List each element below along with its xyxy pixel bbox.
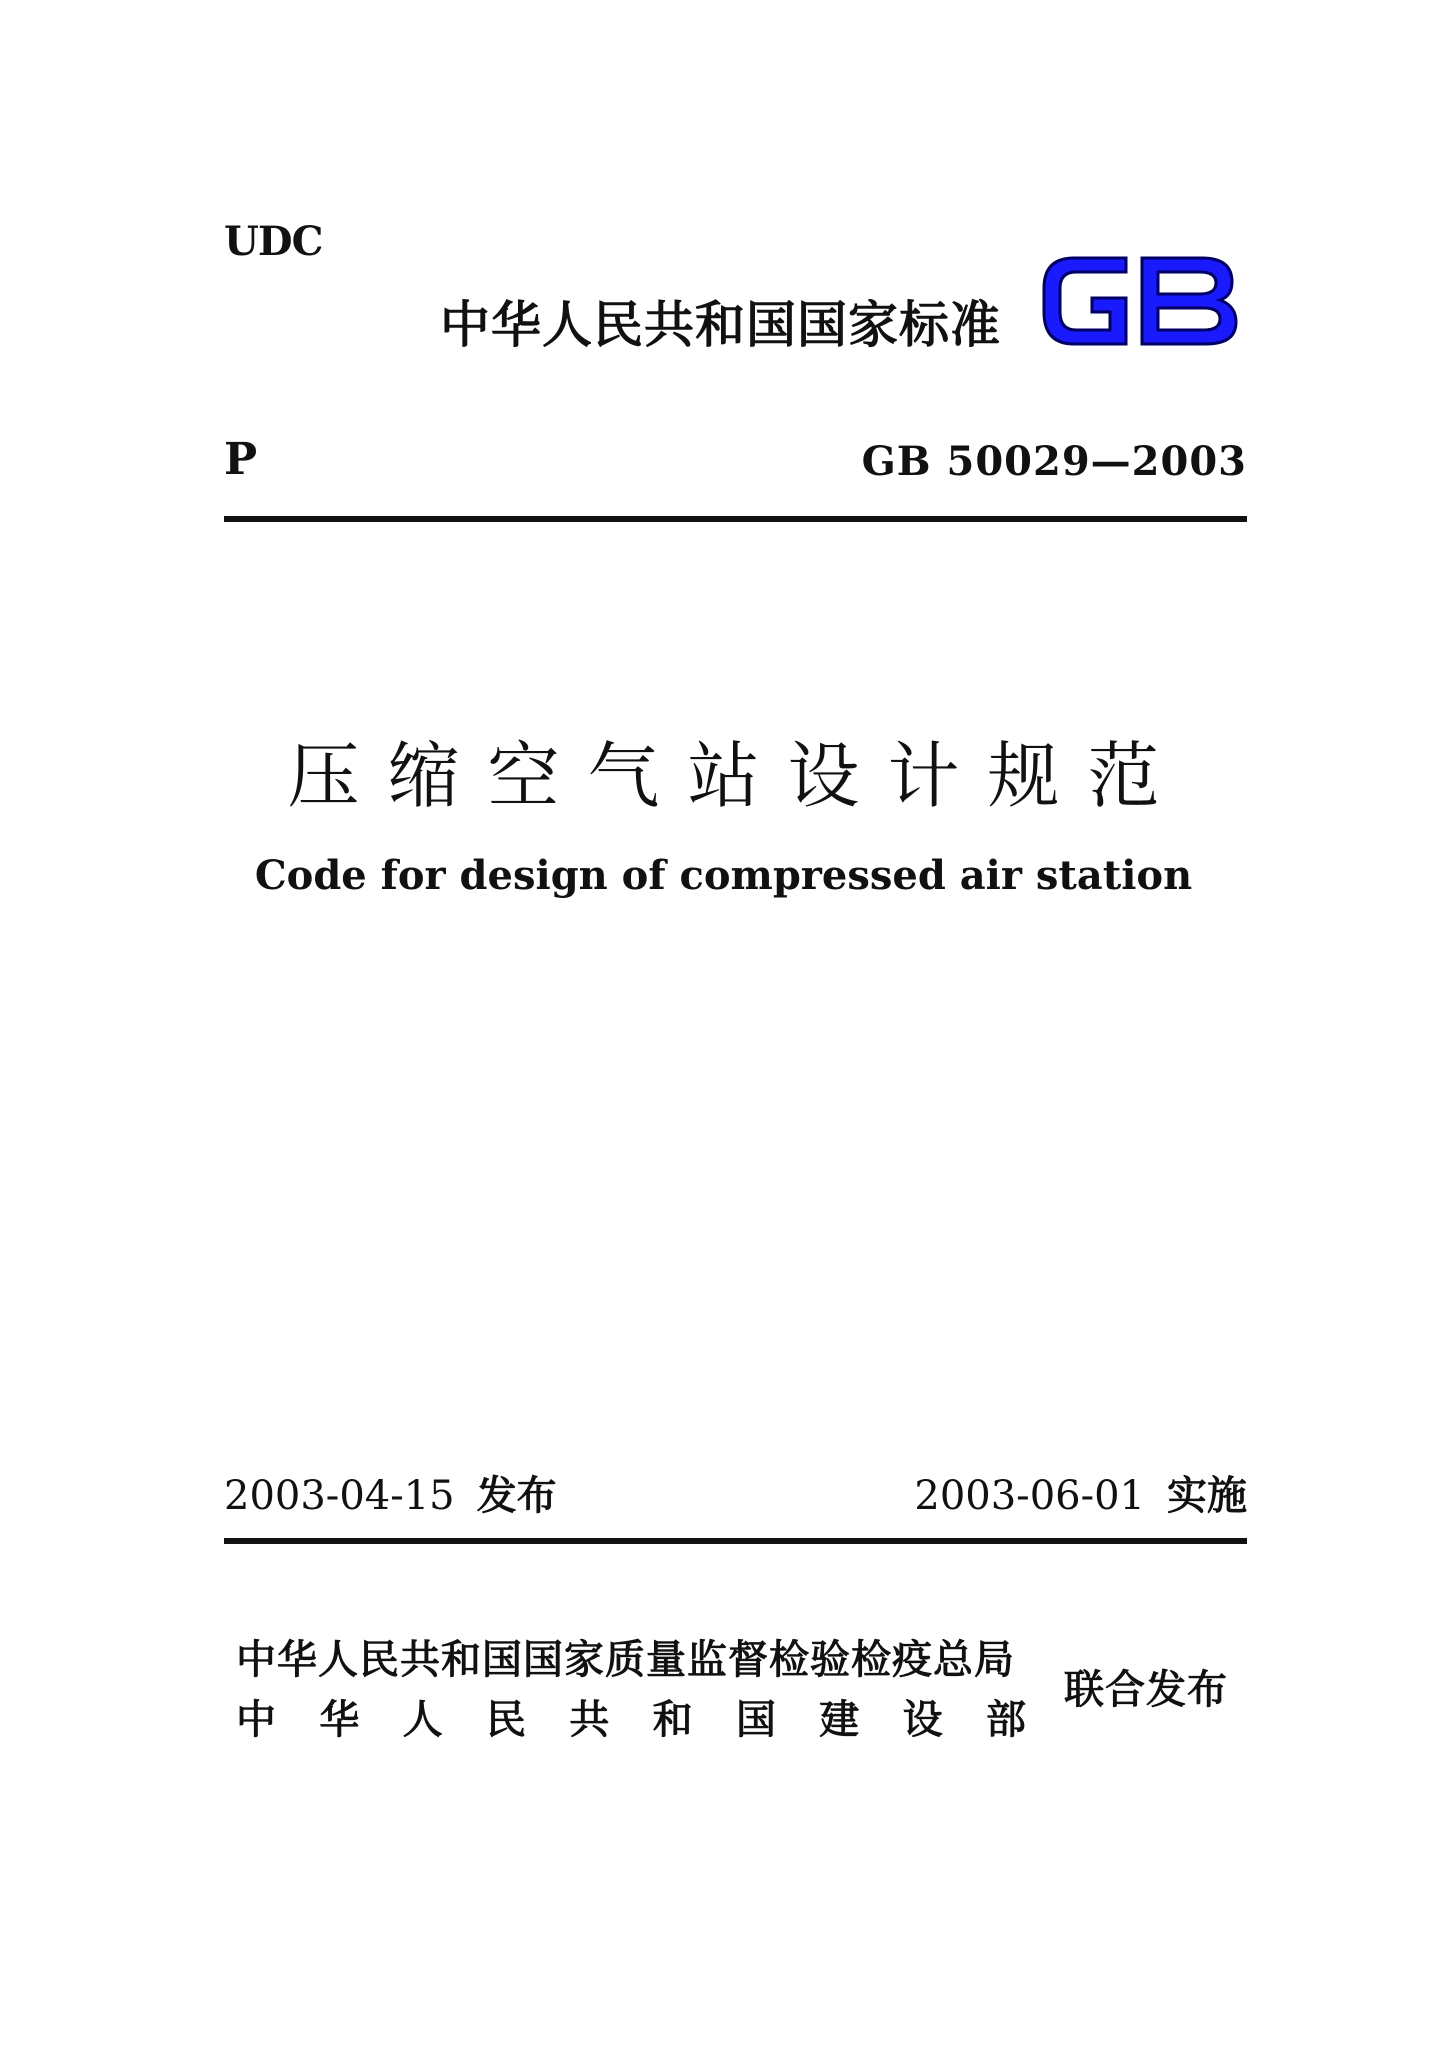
- publisher-char: 国: [735, 1697, 776, 1743]
- gb-logo-letter-b: [1142, 258, 1236, 344]
- implement-label: 实施: [1167, 1473, 1247, 1519]
- publisher-char: 中: [236, 1697, 276, 1743]
- joint-publish-label: 联合发布: [1064, 1667, 1228, 1713]
- issue-date-line: [224, 1464, 557, 1521]
- publisher-char: 民: [485, 1697, 526, 1743]
- publisher-aqsiq: 中华人民共和国国家质量监督检验检疫总局: [236, 1637, 1015, 1683]
- top-divider: [224, 516, 1247, 522]
- publisher-char: 华: [319, 1697, 360, 1743]
- classification-code: P: [224, 434, 258, 485]
- publisher-char: 部: [985, 1697, 1026, 1743]
- bottom-divider: [224, 1538, 1247, 1544]
- gb-logo-letter-g: [1044, 258, 1126, 344]
- publisher-char: 设: [902, 1697, 943, 1743]
- publisher-char: 建: [819, 1697, 860, 1743]
- gb-logo: [1034, 240, 1244, 360]
- national-standard-label: 中华人民共和国国家标准: [440, 296, 1001, 354]
- issue-label: 发布: [476, 1473, 557, 1519]
- standard-number: GB 50029—2003: [861, 438, 1247, 485]
- publisher-char: 和: [652, 1697, 693, 1743]
- publisher-char: 人: [402, 1697, 443, 1743]
- udc-label: UDC: [224, 218, 323, 265]
- implement-date: 2003-06-01: [914, 1473, 1145, 1519]
- publisher-char: 共: [569, 1697, 610, 1743]
- publisher-ministry-of-construction: [236, 1688, 1026, 1745]
- title-chinese: 压缩空气站设计规范: [287, 734, 1188, 818]
- issue-date: 2003-04-15: [224, 1473, 455, 1519]
- title-english: Code for design of compressed air station: [254, 852, 1193, 899]
- implement-date-line: [914, 1464, 1247, 1521]
